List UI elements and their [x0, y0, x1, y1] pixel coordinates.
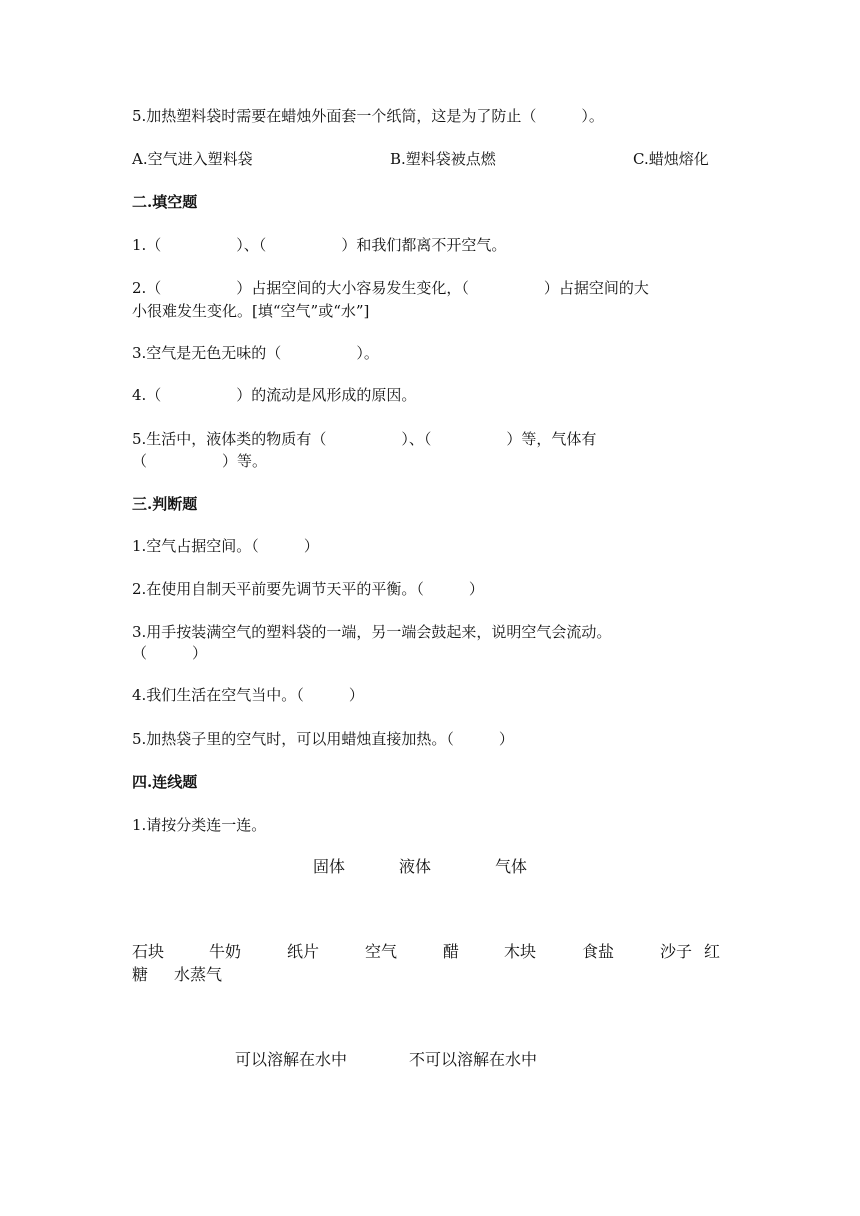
judge-item-4: 4.我们生活在空气当中。（ ） [132, 686, 364, 704]
judge-item-2: 2.在使用自制天平前要先调节天平的平衡。（ ） [132, 580, 484, 598]
match-item: 糖 [132, 965, 149, 984]
fill-item-3: 3.空气是无色无味的（ ）。 [132, 344, 379, 362]
match-item: 石块 [132, 942, 165, 961]
judge-item-5: 5.加热袋子里的空气时，可以用蜡烛直接加热。（ ） [132, 730, 514, 748]
judge-item-3: 3.用手按装满空气的塑料袋的一端，另一端会鼓起来，说明空气会流动。 [132, 623, 612, 641]
section-title-match: 四.连线题 [132, 773, 198, 791]
match-item: 牛奶 [209, 942, 242, 961]
option-b: B.塑料袋被点燃 [390, 150, 496, 168]
fill-item-4: 4.（ ）的流动是风形成的原因。 [132, 386, 417, 404]
match-item: 纸片 [287, 942, 320, 961]
solubility-soluble: 可以溶解在水中 [235, 1050, 348, 1069]
match-item: 沙子 [660, 942, 693, 961]
fill-item-5: 5.生活中，液体类的物质有（ ）、（ ）等，气体有 [132, 430, 597, 448]
section-title-fill: 二.填空题 [132, 193, 198, 211]
match-item: 水蒸气 [174, 965, 223, 984]
judge-item-1: 1.空气占据空间。（ ） [132, 537, 319, 555]
judge-item-3-cont: （ ） [132, 644, 208, 662]
option-a: A.空气进入塑料袋 [132, 150, 253, 168]
match-item: 食盐 [582, 942, 615, 961]
category-gas: 气体 [495, 857, 528, 876]
category-liquid: 液体 [399, 857, 432, 876]
match-item: 醋 [443, 942, 460, 961]
fill-item-1: 1.（ ）、（ ）和我们都离不开空气。 [132, 236, 507, 254]
fill-item-2-cont: 小很难发生变化。[填“空气”或“水”] [132, 302, 370, 320]
question-stem: 5.加热塑料袋时需要在蜡烛外面套一个纸筒，这是为了防止（ ）。 [132, 107, 604, 125]
fill-item-5-cont: （ ）等。 [132, 452, 268, 470]
option-c: C.蜡烛熔化 [633, 150, 709, 168]
category-solid: 固体 [313, 857, 346, 876]
match-question-1: 1.请按分类连一连。 [132, 816, 267, 834]
match-item: 红 [704, 942, 721, 961]
section-title-judge: 三.判断题 [132, 495, 198, 513]
solubility-insoluble: 不可以溶解在水中 [409, 1050, 538, 1069]
fill-item-2: 2.（ ）占据空间的大小容易发生变化，（ ）占据空间的大 [132, 279, 649, 297]
match-item: 木块 [504, 942, 537, 961]
match-item: 空气 [365, 942, 398, 961]
